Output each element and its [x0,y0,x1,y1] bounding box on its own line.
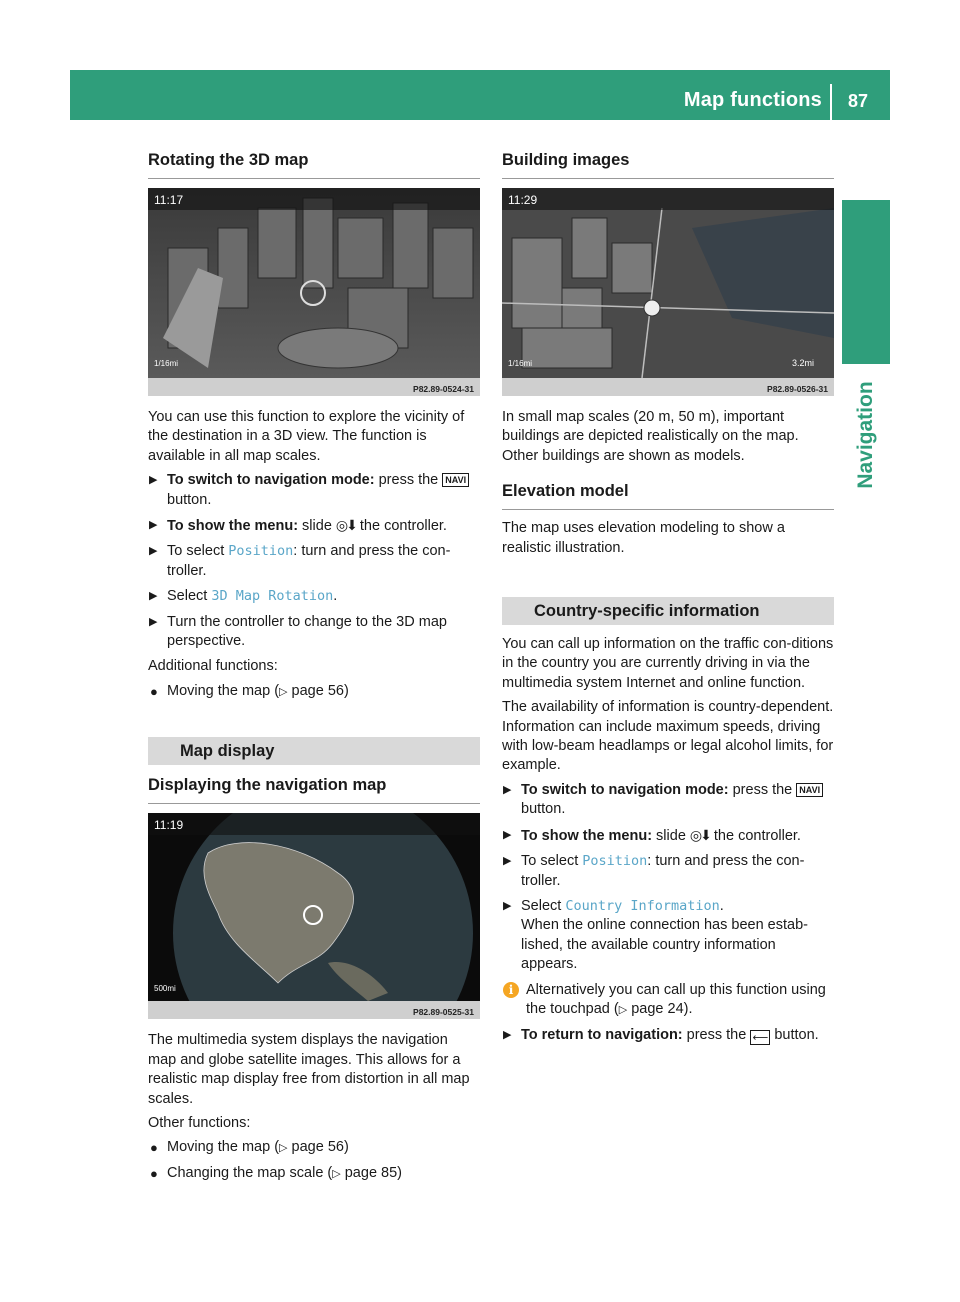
bullet-icon: ● [150,1165,158,1181]
step-show-menu: ▶ To show the menu: slide ◎⬇ the controller. [503,826,801,844]
other-functions-label: Other functions: [148,1114,251,1131]
figure-caption: P82.89-0524-31 [413,384,474,394]
step-arrow-icon: ▶ [149,615,158,628]
section-heading-elevation: Elevation model [502,481,834,510]
step-switch-nav: ▶ To switch to navigation mode: press the NAVI button. [148,471,480,510]
side-tab [842,200,890,364]
bullet-moving-map: ● Moving the map (▷ page 56) [148,1138,480,1158]
right-column [502,150,834,1052]
left-column [148,150,480,1189]
info-note: i Alternatively you can call up this function using the touchpad (▷ page 24). [502,981,834,1021]
country-p2: The availability of information is country-dependent. Information can include maximum speeds, driving with low-beam headlamps or legal alcohol limits, for example. [502,699,834,774]
step-arrow-icon: ▶ [149,545,158,558]
step-turn-controller: ▶ Turn the controller to change to the 3D map perspective. [149,613,447,650]
country-p1: You can call up information on the traffic con-ditions in the country you are currently driving in via the multimedia system Internet and online function. [502,636,834,691]
map-distance: 3.2mi [792,358,815,368]
figure-3d-map [148,188,480,396]
page-number: 87 [847,91,868,111]
step-select-position: ▶ To select Position: turn and press the con-troller. [149,543,451,579]
map-clock: 11:29 [508,193,538,207]
figure-building-images [502,188,834,396]
header-divider [830,84,832,120]
page-ref-icon: ▷ [279,685,288,698]
bullet-icon: ● [150,683,158,699]
step-arrow-icon: ▶ [149,519,158,532]
figure-caption: P82.89-0526-31 [767,384,828,394]
map-scale: 1/16mi [154,359,179,368]
step-select-rotation: ▶ Select 3D Map Rotation. [148,587,480,606]
navi-key-icon: NAVI [442,473,469,487]
map-clock: 11:17 [154,193,184,207]
section-heading-nav-map: Displaying the navigation map [148,775,480,804]
building-text: In small map scales (20 m, 50 m), important buildings are depicted realistically on the map. Other buildings are shown as models. [502,409,799,464]
step-arrow-icon: ▶ [149,474,158,487]
page-ref-icon: ▷ [279,1142,288,1155]
map-scale: 1/16mi [508,359,533,368]
bullet-icon: ● [150,1140,158,1156]
step-arrow-icon: ▶ [503,1029,512,1042]
header-bar [70,70,890,120]
controller-slide-icon: ◎⬇ [335,517,356,534]
step-select-position: ▶ To select Position: turn and press the con-troller. [503,853,805,889]
step-arrow-icon: ▶ [503,899,512,912]
step-return-nav: ▶ To return to navigation: press the ⟵ button. [503,1027,819,1045]
navi-key-icon: NAVI [796,783,823,797]
map-scale: 500mi [154,984,176,994]
figure-globe-map [148,813,480,1019]
step-select-country-info: ▶ Select Country Information. When the online connection has been estab-lished, the available country information appears. [503,897,808,973]
step-arrow-icon: ▶ [503,783,512,796]
page-ref-icon: ▷ [332,1167,341,1180]
step-arrow-icon: ▶ [503,855,512,868]
step-switch-nav: ▶ To switch to navigation mode: press the NAVI button. [502,781,834,820]
section-heading-rotating: Rotating the 3D map [148,150,480,179]
bullet-change-scale: ● Changing the map scale (▷ page 85) [148,1164,480,1184]
controller-slide-icon: ◎⬇ [689,826,710,843]
map-clock: 11:19 [154,818,184,833]
page-ref-icon: ▷ [618,1003,628,1016]
back-button-icon: ⟵ [750,1030,770,1045]
chapter-title: Map functions [683,89,822,111]
section-heading-building: Building images [502,150,834,179]
additional-functions-label: Additional functions: [148,658,278,675]
info-icon: i [503,982,519,998]
nav-map-intro: The multimedia system displays the navigation map and globe satellite images. This allows for a realistic map display free from distortion in all map scales. [148,1032,470,1107]
elevation-text: The map uses elevation modeling to show a realistic illustration. [502,520,785,556]
band-map-display: Map display [148,737,480,765]
band-country-info: Country-specific information [502,597,834,625]
rotating-intro: You can use this function to explore the vicinity of the destination in a 3D view. The function is available in all map scales. [148,409,465,464]
figure-caption: P82.89-0525-31 [413,1007,474,1018]
step-show-menu: ▶ To show the menu: slide ◎⬇ the controller. [149,517,447,535]
side-tab-label: Navigation [854,381,877,489]
bullet-moving-map: ● Moving the map (▷ page 56) [148,682,480,702]
step-arrow-icon: ▶ [149,590,158,603]
step-arrow-icon: ▶ [503,828,512,841]
